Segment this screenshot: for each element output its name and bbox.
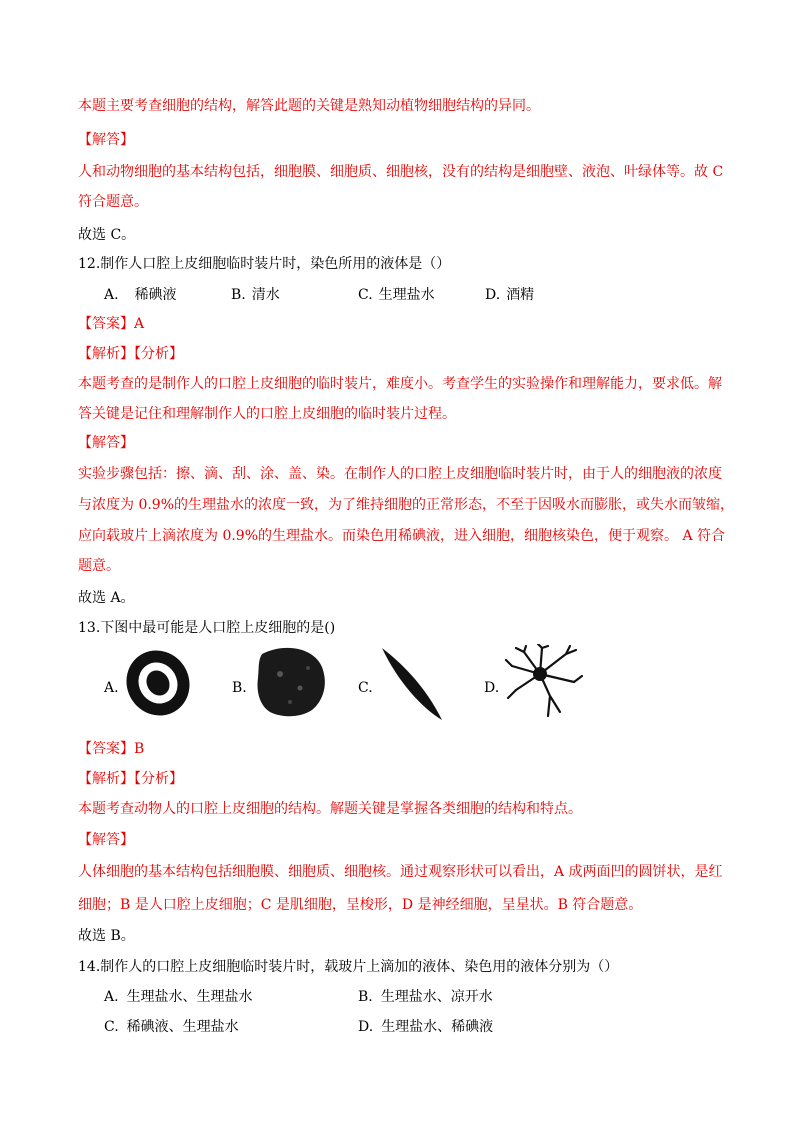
analysis-text-11: 本题主要考查细胞的结构，解答此题的关键是熟知动植物细胞结构的异同。 <box>78 98 540 114</box>
solution-line-11-2: 符合题意。 <box>78 194 148 210</box>
option-14-a <box>104 987 253 1007</box>
nerve-cell-icon <box>504 644 584 720</box>
option-letter: D. <box>485 287 501 303</box>
option-text: 清水 <box>251 287 280 303</box>
option-text: 生理盐水、稀碘液 <box>381 1019 494 1035</box>
answer-13: 【答案】B <box>78 741 145 757</box>
option-12-c <box>358 285 435 305</box>
solution-line-11-1: 人和动物细胞的基本结构包括，细胞膜、细胞质、细胞核，没有的结构是细胞壁、液泡、叶绿体等。故 C <box>78 164 724 180</box>
option-13-d-letter: D. <box>484 680 500 696</box>
analysis-label-12: 【解析】【分析】 <box>78 346 183 362</box>
conclusion-12: 故选 A。 <box>78 590 135 606</box>
conclusion-13: 故选 B。 <box>78 928 135 944</box>
ring-cell-icon <box>124 648 192 718</box>
option-13-a-letter: A. <box>104 680 119 696</box>
question-12: 12.制作人口腔上皮细胞临时装片时，染色所用的液体是（） <box>78 256 451 272</box>
option-text: 稀碘液、生理盐水 <box>126 1019 239 1035</box>
solution-line-12-2: 与浓度为 0.9%的生理盐水的浓度一致，为了维持细胞的正常形态，不至于因吸水而膨胀，或失水而皱缩， <box>78 497 735 513</box>
solution-line-12-4: 题意。 <box>78 558 120 574</box>
solution-label-12: 【解答】 <box>78 435 134 451</box>
option-letter: C. <box>104 1019 119 1035</box>
option-12-d <box>485 285 534 305</box>
irregular-cell-icon <box>252 644 328 720</box>
solution-line-12-1: 实验步骤包括：擦、滴、刮、涂、盖、染。在制作人的口腔上皮细胞临时装片时，由于人的细胞液的浓度 <box>78 466 722 482</box>
option-letter: C. <box>358 287 373 303</box>
option-13-c-letter: C. <box>358 680 373 696</box>
option-text: 酒精 <box>506 287 535 303</box>
spindle-cell-icon <box>378 644 446 724</box>
option-letter: B. <box>358 989 373 1005</box>
question-13: 13.下图中最可能是人口腔上皮细胞的是() <box>78 620 336 636</box>
conclusion-11: 故选 C。 <box>78 227 136 243</box>
option-letter: A. <box>104 989 119 1005</box>
option-14-c <box>104 1017 239 1037</box>
option-12-b <box>231 285 280 305</box>
analysis-text-13: 本题考查动物人的口腔上皮细胞的结构。解题关键是掌握各类细胞的结构和特点。 <box>78 801 582 817</box>
solution-label-13: 【解答】 <box>78 832 134 848</box>
question-14: 14.制作人的口腔上皮细胞临时装片时，载玻片上滴加的液体、染色用的液体分别为（） <box>78 959 619 975</box>
option-letter: B. <box>231 287 246 303</box>
option-letter: A. <box>104 287 119 303</box>
option-text: 生理盐水 <box>378 287 435 303</box>
option-text: 生理盐水、生理盐水 <box>126 989 253 1005</box>
analysis-line-12-2: 答关键是记住和理解制作人的口腔上皮细胞的临时装片过程。 <box>78 406 456 422</box>
option-14-d <box>358 1017 493 1037</box>
answer-12: 【答案】A <box>78 316 145 332</box>
option-13-b-letter: B. <box>232 680 247 696</box>
solution-line-12-3: 应向载玻片上滴浓度为 0.9%的生理盐水。而染色用稀碘液，进入细胞，细胞核染色，便于观察。 A 符合 <box>78 528 726 544</box>
option-14-b <box>358 987 493 1007</box>
option-12-a <box>104 285 177 305</box>
option-text: 生理盐水、凉开水 <box>380 989 493 1005</box>
analysis-line-12-1: 本题考查的是制作人的口腔上皮细胞的临时装片，难度小。考查学生的实验操作和理解能力，要求低。解 <box>78 376 722 392</box>
analysis-label-13: 【解析】【分析】 <box>78 771 183 787</box>
option-letter: D. <box>358 1019 374 1035</box>
solution-line-13-1: 人体细胞的基本结构包括细胞膜、细胞质、细胞核。通过观察形状可以看出，A 成两面凹的圆饼状，是红 <box>78 864 723 880</box>
option-text: 稀碘液 <box>134 287 177 303</box>
solution-label-11: 【解答】 <box>78 132 134 148</box>
solution-line-13-2: 细胞；B 是人口腔上皮细胞；C 是肌细胞，呈梭形，D 是神经细胞，呈星状。B 符合题意。 <box>78 897 643 913</box>
